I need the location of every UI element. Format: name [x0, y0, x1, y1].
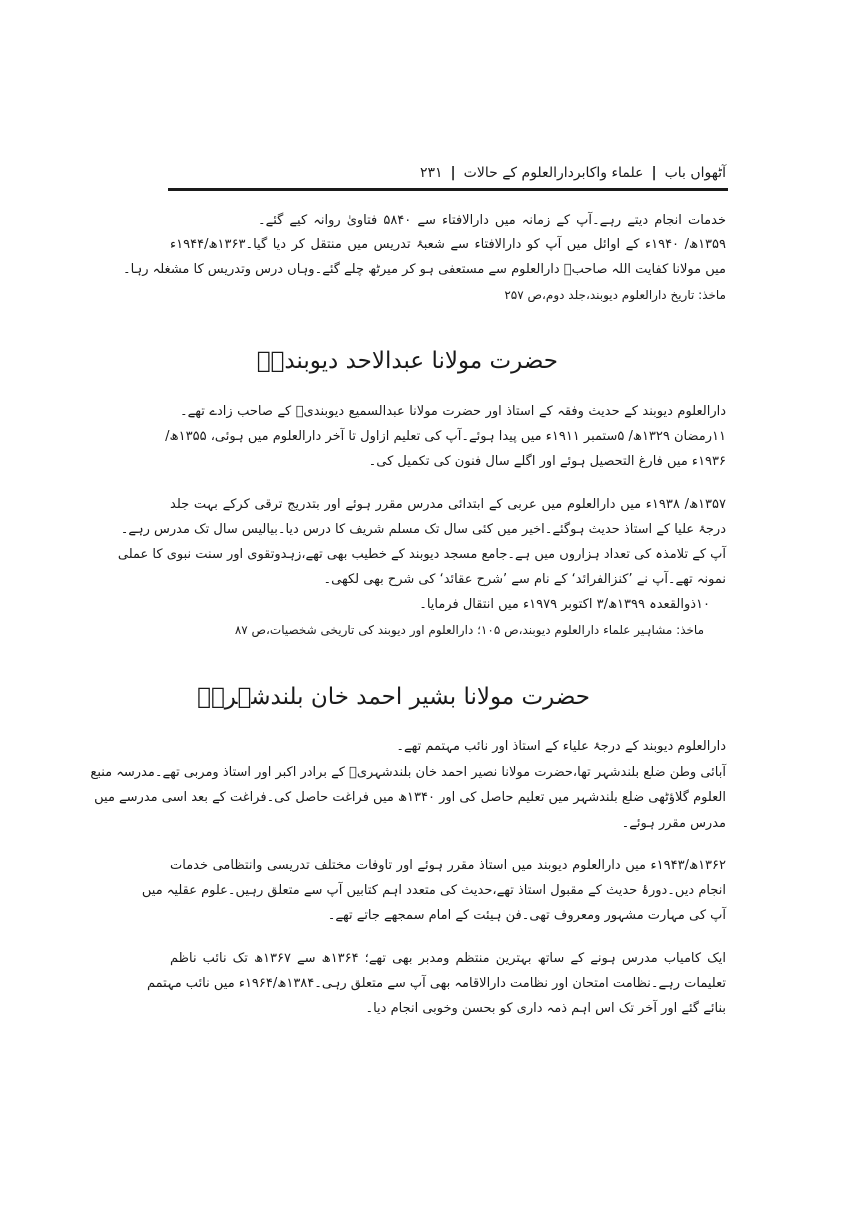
running-header [170, 160, 726, 186]
source-citation: ماخذ: تاریخ دارالعلوم دیوبند،جلد دوم،ص ۲۵۷ [504, 288, 726, 302]
body-line: ۱۹۳۶ء میں فارغ التحصیل ہوئے اور اگلے سال فنون کی تکمیل کی۔ [368, 454, 726, 469]
section-title: حضرت مولانا بشیر احمد خان بلندشہریؒ [197, 684, 590, 710]
body-line: ۱۱رمضان ۱۳۲۹ھ/ ۵ستمبر ۱۹۱۱ء میں پیدا ہوئے۔آپ کی تعلیم ازاول تا آخر دارالعلوم میں ہوئی، ۱۳۵۵ھ/ [165, 429, 726, 444]
body-line: ۱۰ذوالقعدہ ۱۳۹۹ھ/۳ اکتوبر ۱۹۷۹ء میں انتقال فرمایا۔ [419, 597, 710, 612]
section-title: حضرت مولانا عبدالاحد دیوبندیؒ [256, 348, 558, 374]
chapter-label: آٹھواں باب [664, 165, 726, 181]
body-line: تعلیمات رہے۔نظامت امتحان اور نظامت دارالاقامہ بھی آپ سے متعلق رہی۔۱۳۸۴ھ/۱۹۶۴ء میں نائب مہتمم [147, 976, 726, 991]
body-line: دارالعلوم دیوبند کے درجۂ علیاء کے استاذ اور نائب مہتمم تھے۔ [396, 739, 726, 754]
body-line: آپ کی مہارت مشہور ومعروف تھی۔فن ہیئت کے امام سمجھے جاتے تھے۔ [327, 908, 726, 923]
source-citation: ماخذ: مشاہیر علماء دارالعلوم دیوبند،ص ۱۰۵؛ دارالعلوم اور دیوبند کی تاریخی شخصیات،ص ۸۷ [234, 623, 704, 637]
body-line: نمونہ تھے۔آپ نے ’کنزالفرائد‘ کے نام سے ’شرح عقائد‘ کی شرح بھی لکھی۔ [323, 572, 726, 587]
chapter-title: علماء واکابردارالعلوم کے حالات [463, 165, 644, 181]
body-line: العلوم گلاؤٹھی ضلع بلندشہر میں تعلیم حاصل کی اور ۱۳۴۰ھ میں فراغت حاصل کی۔فراغت کے بعد اسی مدرسے میں [94, 790, 726, 805]
body-line: آبائی وطن ضلع بلندشہر تھا،حضرت مولانا نصیر احمد خان بلندشہریؒ کے برادر اکبر اور استاذ ومربی تھے۔مدرسہ منبع [90, 765, 726, 780]
body-line: ۱۳۵۹ھ/ ۱۹۴۰ء کے اوائل میں آپ کو دارالافتاء سے شعبۂ تدریس میں منتقل کر دیا گیا۔۱۳۶۳ھ/۱۹۴۴ء [170, 237, 726, 252]
body-line: انجام دیں۔دورۂ حدیث کے مقبول استاذ تھے،حدیث کی متعدد اہم کتابیں آپ سے متعلق رہیں۔علوم عقلیہ میں [141, 883, 726, 898]
body-line: بنائے گئے اور آخر تک اس اہم ذمہ داری کو بحسن وخوبی انجام دیا۔ [365, 1001, 726, 1016]
body-line: دارالعلوم دیوبند کے حدیث وفقہ کے استاذ اور حضرت مولانا عبدالسمیع دیوبندیؒ کے صاحب زادے تھے۔ [180, 404, 726, 419]
body-line: میں مولانا کفایت اللہ صاحبؒ دارالعلوم سے مستعفی ہو کر میرٹھ چلے گئے۔وہاں درس وتدریس کا مشغلہ رہا۔ [123, 262, 726, 277]
header-separator: | [651, 165, 657, 181]
body-line: خدمات انجام دیتے رہے۔آپ کے زمانہ میں دارالافتاء سے ۵۸۴۰ فتاویٰ روانہ کیے گئے۔ [258, 213, 726, 228]
page-number: ۲۳۱ [419, 165, 443, 181]
body-line: مدرس مقرر ہوئے۔ [621, 816, 726, 831]
body-line: آپ کے تلامذہ کی تعداد ہزاروں میں ہے۔جامع مسجد دیوبند کے خطیب بھی تھے،زہدوتقوی اور سنت نبوی کا عملی [117, 547, 726, 562]
body-line: درجۂ علیا کے استاذ حدیث ہوگئے۔اخیر میں کئی سال تک مسلم شریف کا درس دیا۔بیالیس سال تک مدرس رہے۔ [120, 522, 726, 537]
header-rule [168, 188, 728, 191]
body-line: ۱۳۶۲ھ/۱۹۴۳ء میں دارالعلوم دیوبند میں استاذ مقرر ہوئے اور تاوفات مختلف تدریسی وانتظامی خدمات [170, 858, 726, 873]
body-line: ایک کامیاب مدرس ہونے کے ساتھ بہترین منتظم ومدبر بھی تھے؛ ۱۳۶۴ھ سے ۱۳۶۷ھ تک نائب ناظم [170, 951, 726, 966]
body-line: ۱۳۵۷ھ/ ۱۹۳۸ء میں دارالعلوم میں عربی کے ابتدائی مدرس مقرر ہوئے اور بتدریج ترقی کرکے بہت جلد [170, 497, 726, 512]
header-separator: | [450, 165, 456, 181]
